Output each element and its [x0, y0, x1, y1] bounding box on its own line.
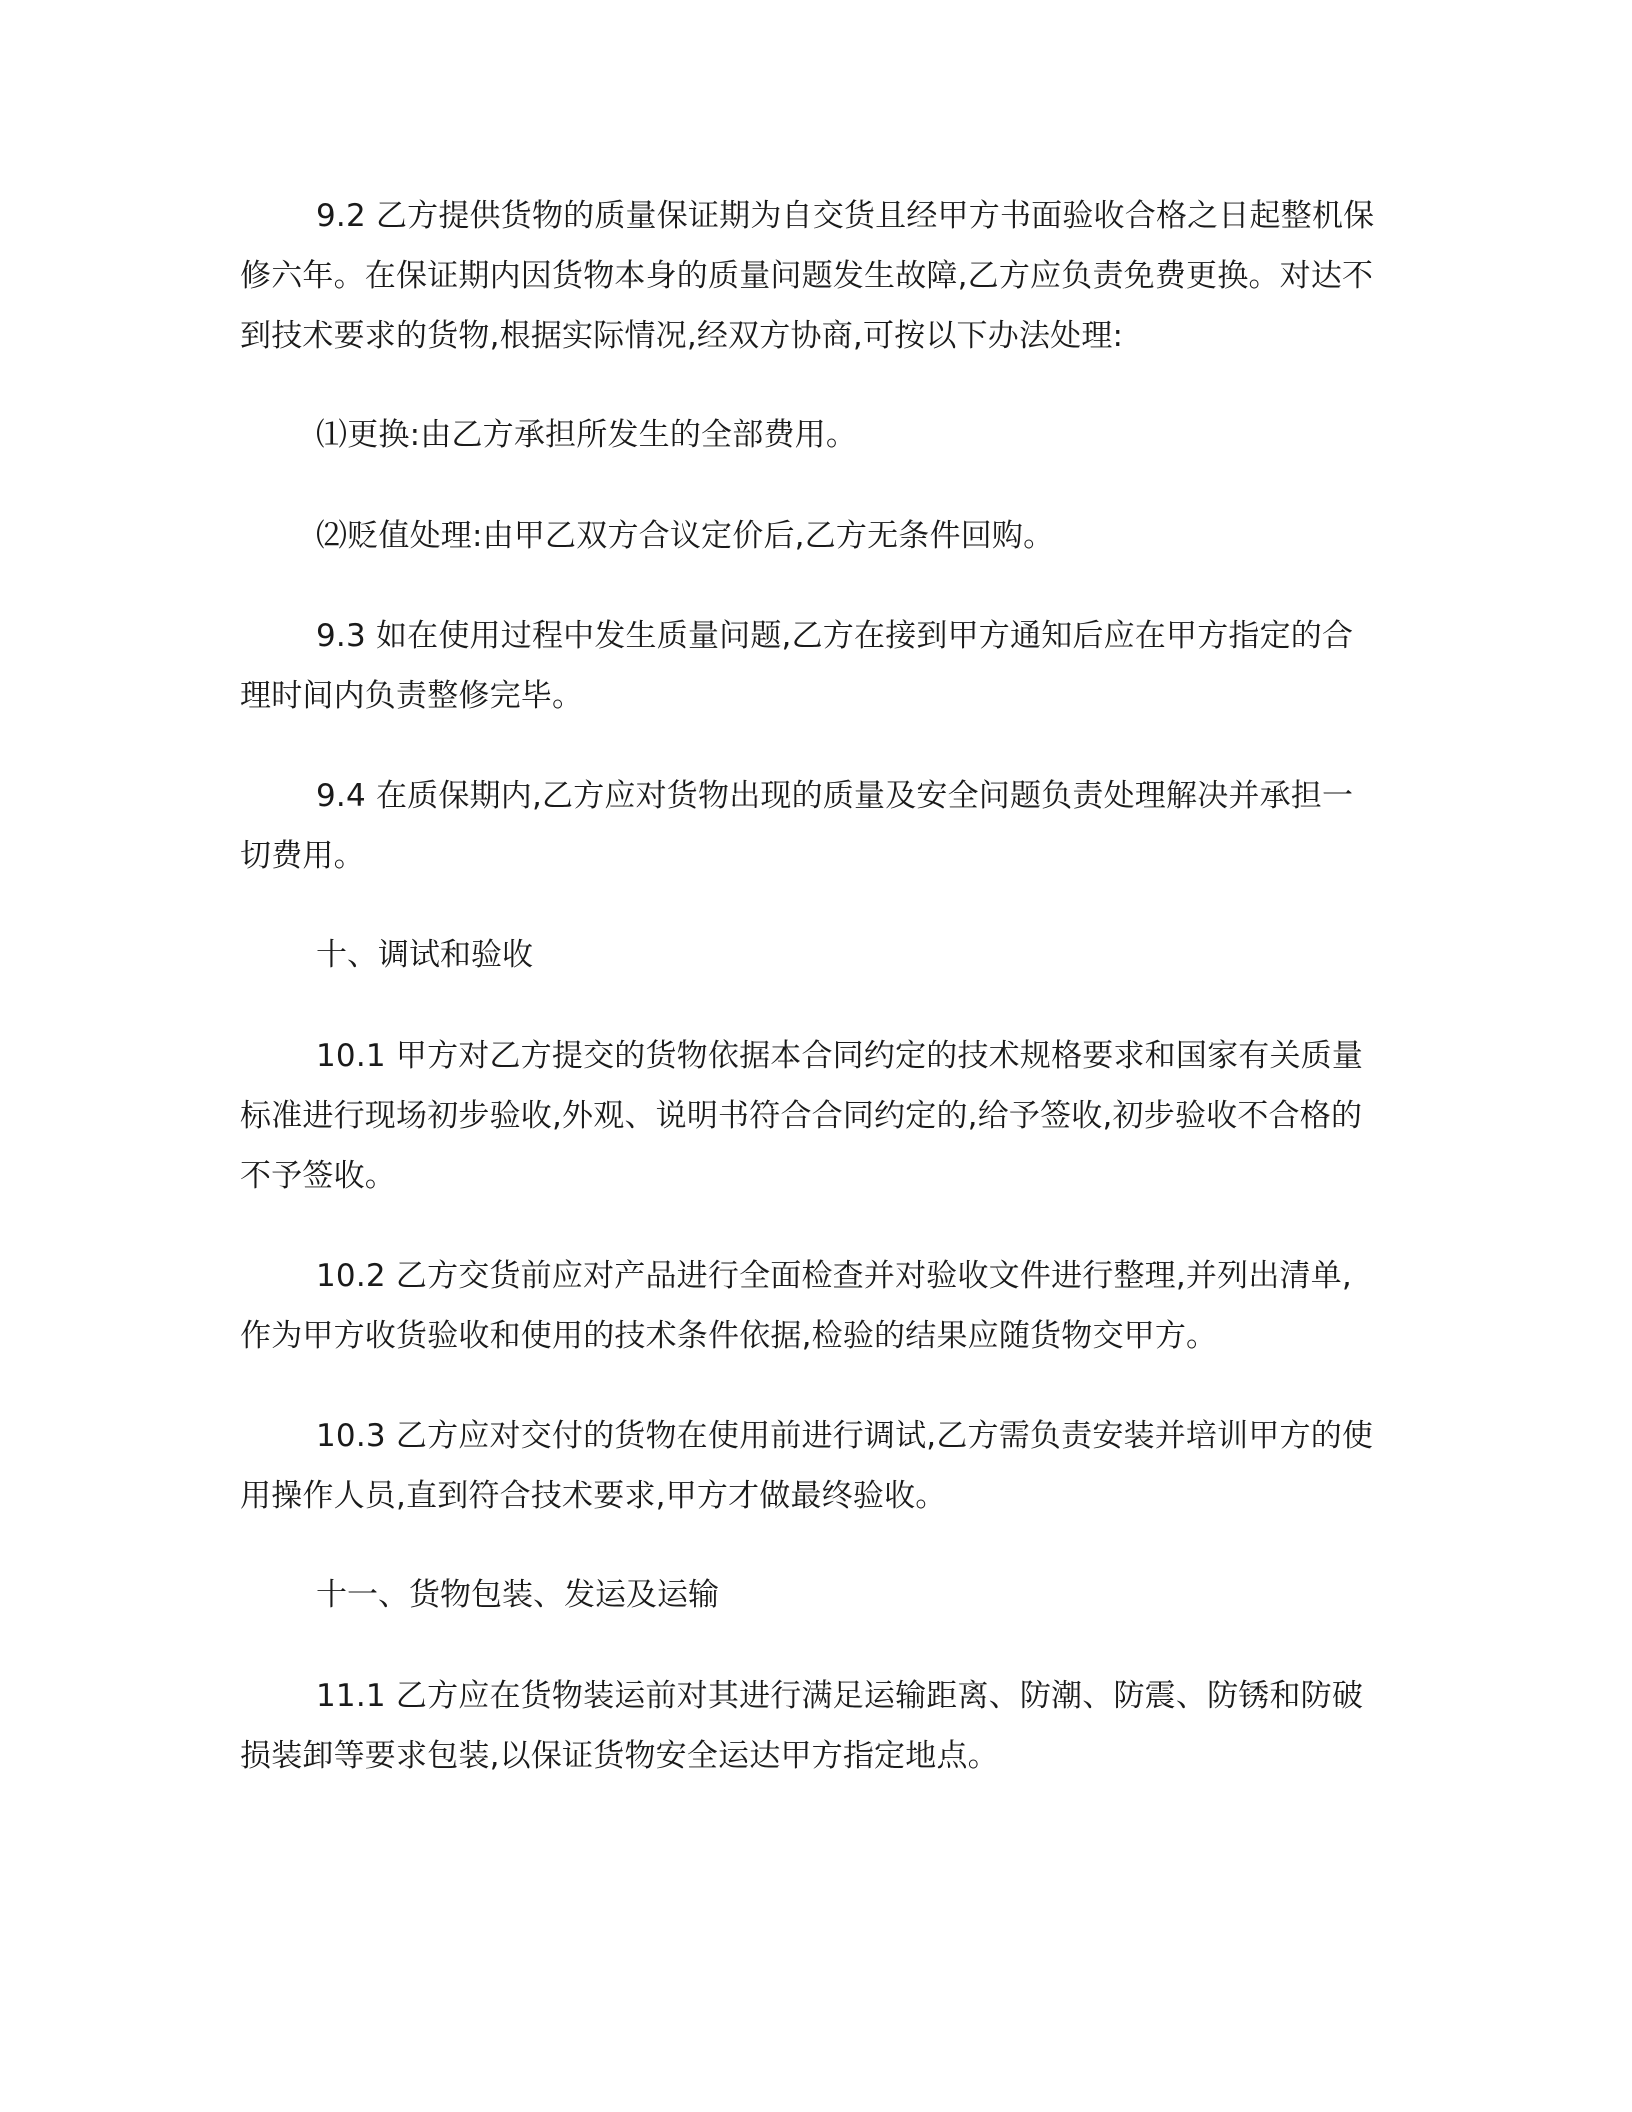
- paragraph-9-3: 9.3 如在使用过程中发生质量问题,乙方在接到甲方通知后应在甲方指定的合理时间内负责整修完毕。: [240, 618, 1354, 714]
- paragraph-10-2: 10.2 乙方交货前应对产品进行全面检查并对验收文件进行整理,并列出清单,作为甲方收货验收和使用的技术条件依据,检验的结果应随货物交甲方。: [240, 1258, 1352, 1354]
- list-item-depreciation: ⑵贬值处理:由甲乙双方合议定价后,乙方无条件回购。: [316, 518, 1055, 554]
- paragraph-9-4: 9.4 在质保期内,乙方应对货物出现的质量及安全问题负责处理解决并承担一切费用。: [240, 778, 1354, 874]
- list-item-replace: ⑴更换:由乙方承担所发生的全部费用。: [316, 417, 858, 453]
- section-heading-10: 十、调试和验收: [316, 937, 533, 973]
- paragraph-11-1: 11.1 乙方应在货物装运前对其进行满足运输距离、防潮、防震、防锈和防破损装卸等要求包装,以保证货物安全运达甲方指定地点。: [240, 1678, 1364, 1774]
- paragraph-10-1: 10.1 甲方对乙方提交的货物依据本合同约定的技术规格要求和国家有关质量标准进行现场初步验收,外观、说明书符合合同约定的,给予签收,初步验收不合格的不予签收。: [240, 1038, 1364, 1194]
- section-heading-11: 十一、货物包装、发运及运输: [316, 1577, 719, 1613]
- paragraph-9-2: 9.2 乙方提供货物的质量保证期为自交货且经甲方书面验收合格之日起整机保修六年。在保证期内因货物本身的质量问题发生故障,乙方应负责免费更换。对达不到技术要求的货物,根据实际情况,经双方协商,可按以下办法处理:: [240, 198, 1375, 354]
- paragraph-10-3: 10.3 乙方应对交付的货物在使用前进行调试,乙方需负责安装并培训甲方的使用操作人员,直到符合技术要求,甲方才做最终验收。: [240, 1418, 1374, 1514]
